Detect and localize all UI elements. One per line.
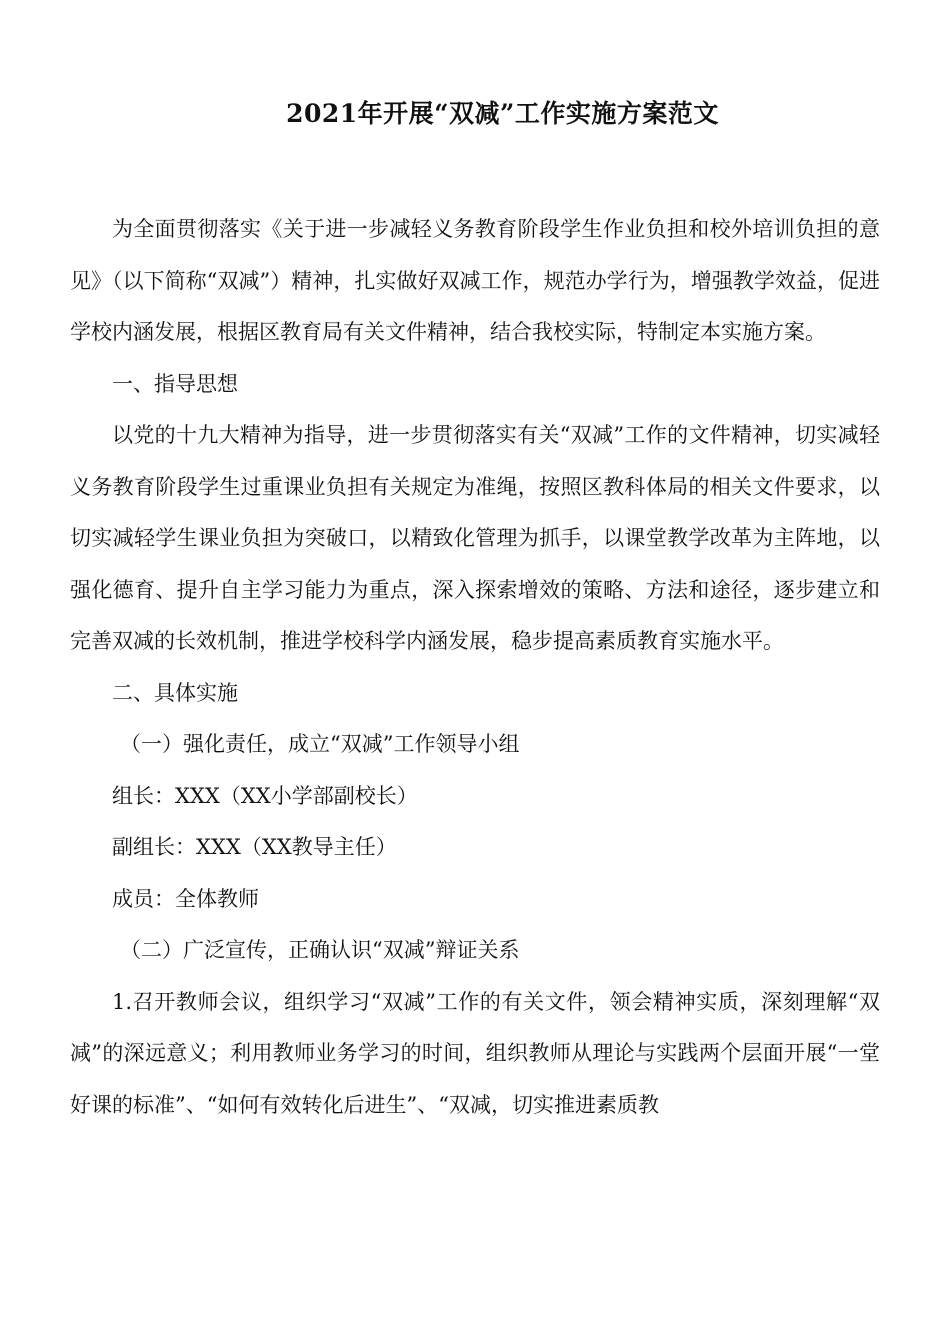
document-body — [70, 204, 880, 1131]
leader-line: 组长：XXX（XX小学部副校长） — [112, 783, 418, 808]
deputy-leader-line: 副组长：XXX（XX教导主任） — [112, 835, 397, 859]
subsection-heading-leadership-group: （一）强化责任，成立“双减”工作领导小组 — [120, 732, 520, 756]
section-heading-implementation: 二、具体实施 — [112, 680, 238, 705]
section-heading-guiding-ideology: 一、指导思想 — [112, 371, 238, 396]
document-title: 2021年开展“双减”工作实施方案范文 — [286, 99, 719, 128]
guiding-ideology-paragraph: 以党的十九大精神为指导，进一步贯彻落实有关“双减”工作的文件精神，切实减轻义务教育阶段学生过重课业负担有关规定为准绳，按照区教科体局的相关文件要求，以切实减轻学生课业负担为突破口，以精致化管理为抓手，以课堂教学改革为主阵地，以强化德育、提升自主学习能力为重点，深入探索增效的策略、方法和途径，逐步建立和完善双减的长效机制，推进学校科学内涵发展，稳步提高素质教育实施水平。 — [70, 423, 880, 653]
subsection-heading-publicity: （二）广泛宣传，正确认识“双减”辩证关系 — [120, 938, 520, 962]
item-1-paragraph: 1.召开教师会议，组织学习“双减”工作的有关文件，领会精神实质，深刻理解“双减”的深远意义；利用教师业务学习的时间，组织教师从理论与实践两个层面开展“一堂好课的标准”、“如何有效转化后进生”、“双减，切实推进素质教 — [70, 989, 880, 1117]
members-line: 成员：全体教师 — [112, 886, 259, 911]
intro-paragraph: 为全面贯彻落实《关于进一步减轻义务教育阶段学生作业负担和校外培训负担的意见》（以下简称“双减”）精神，扎实做好双减工作，规范办学行为，增强教学效益，促进学校内涵发展，根据区教育局有关文件精神，结合我校实际，特制定本实施方案。 — [70, 217, 880, 344]
